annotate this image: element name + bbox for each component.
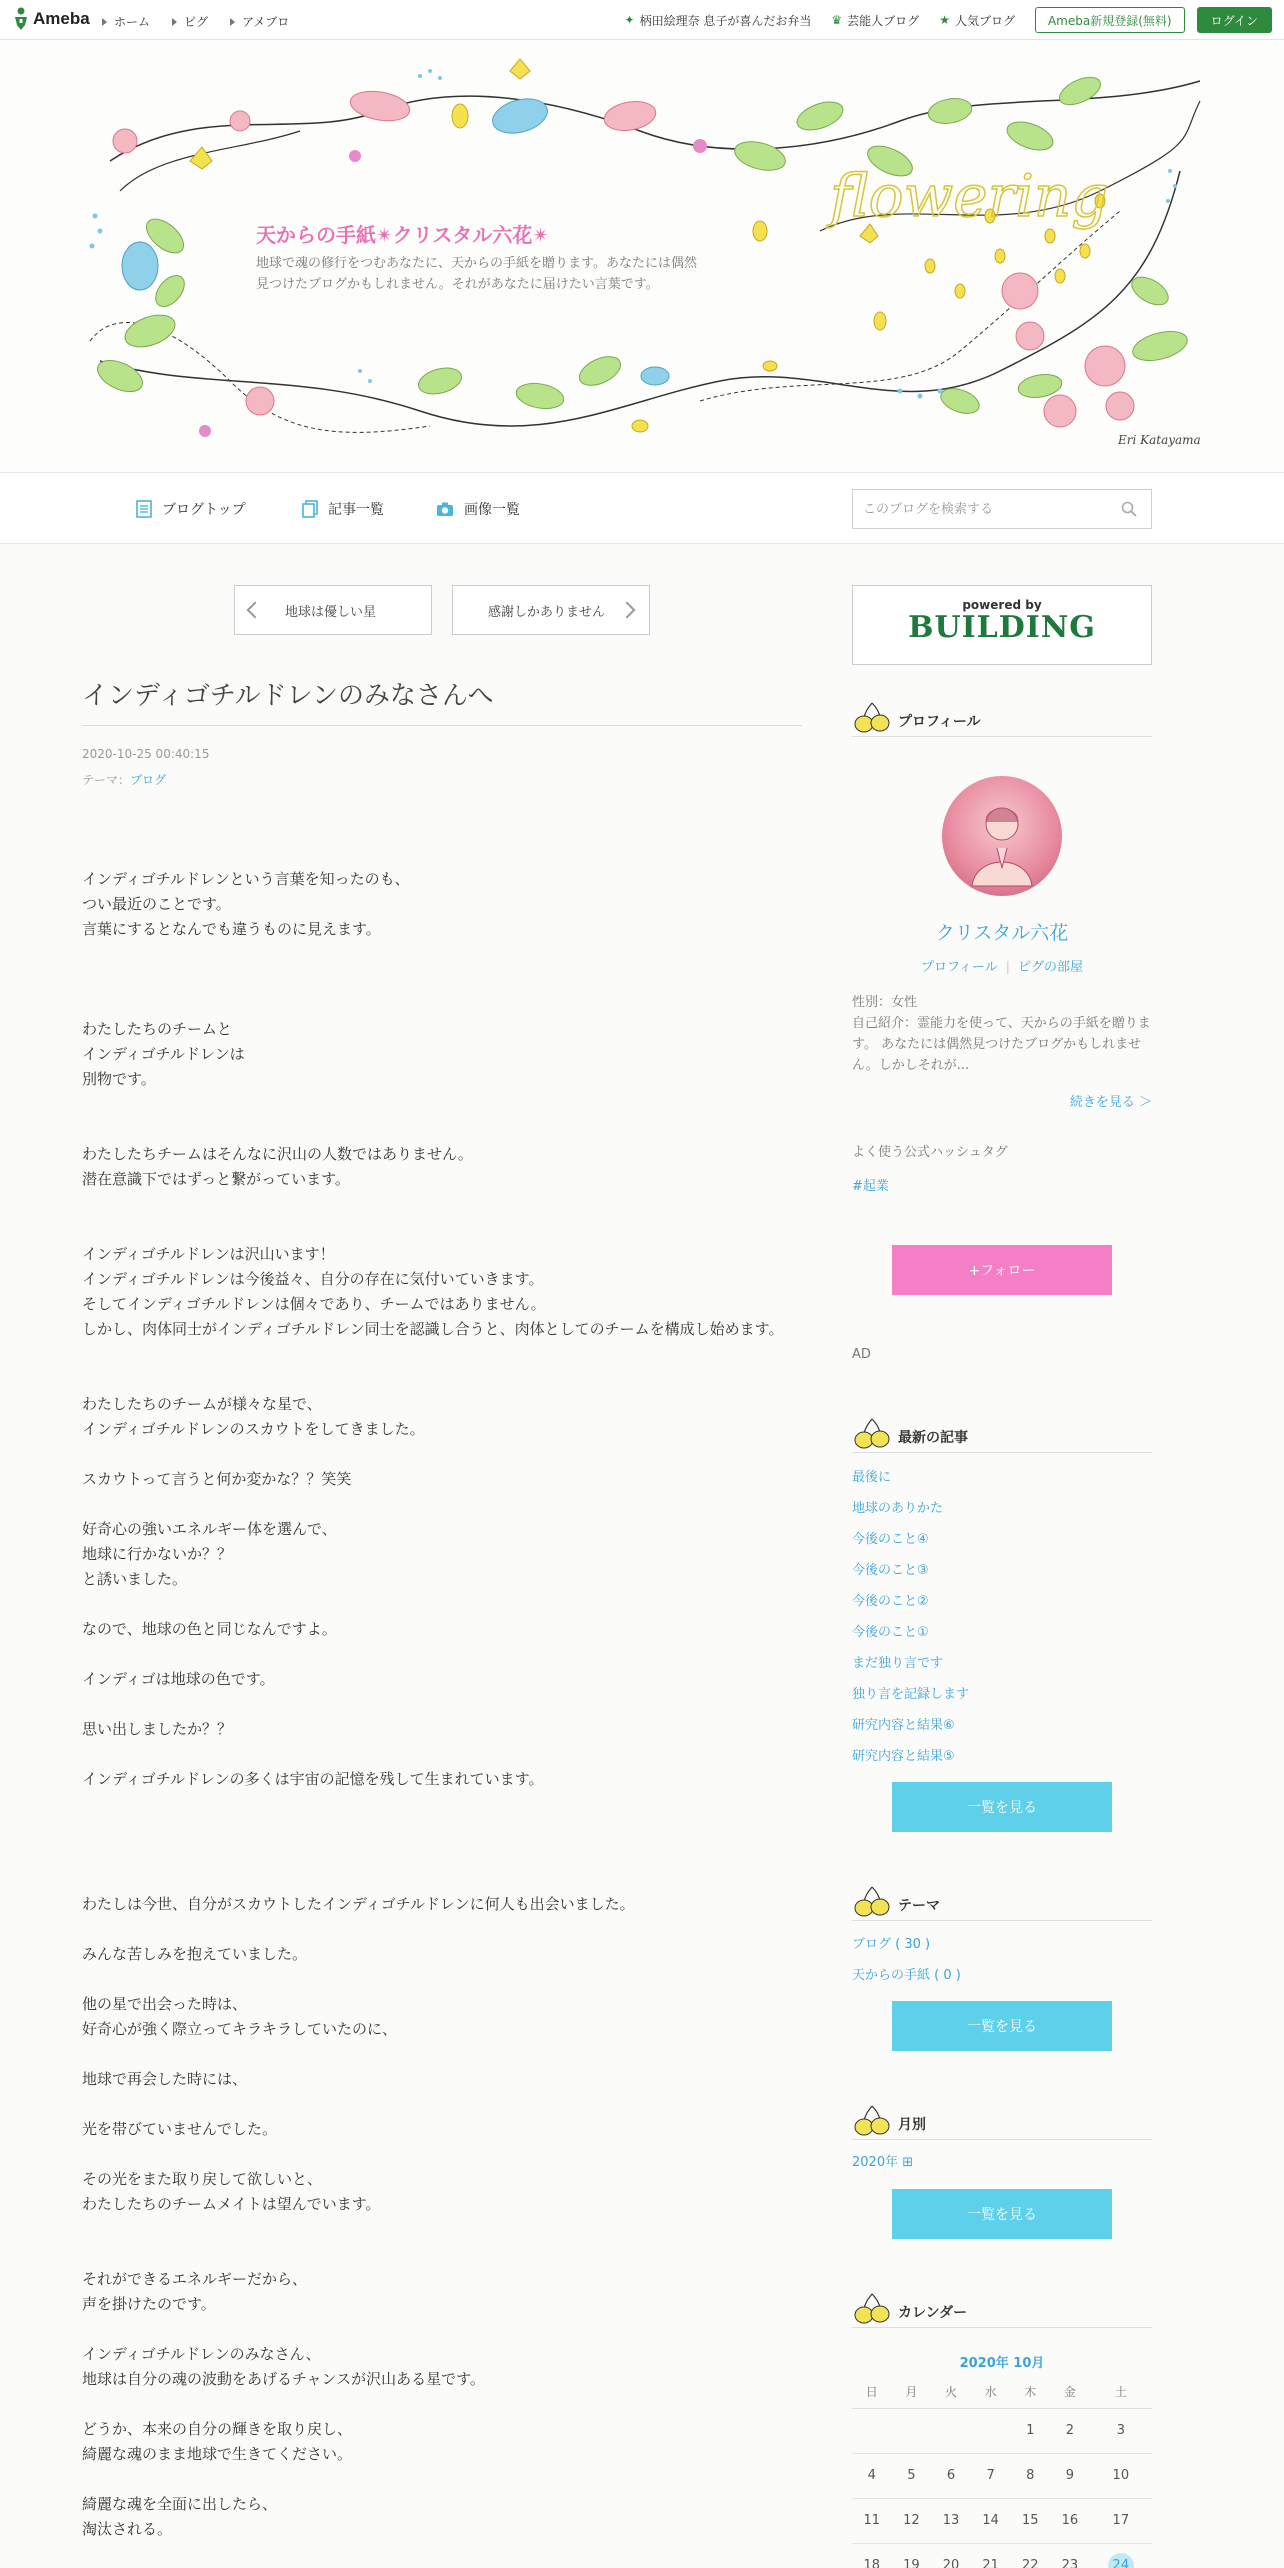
calendar-heading	[852, 2288, 1152, 2328]
entry-paragraph: つい最近のことです。	[82, 895, 231, 913]
recent-entry-link[interactable]: まだ独り言です	[852, 1656, 944, 1671]
global-nav-ameblo[interactable]	[230, 13, 289, 30]
entry-paragraph: わたしたちのチームメイトは望んでいます。	[82, 2195, 381, 2213]
ameba-logo-text: Ameba	[33, 9, 90, 28]
calendar-day[interactable]: 7	[971, 2453, 1011, 2498]
entry-paragraph: それができるエネルギーだから、	[82, 2270, 308, 2288]
recent-entry-link[interactable]: 今後のこと②	[852, 1594, 929, 1609]
entry-paragraph: インディゴチルドレンのみなさん、	[82, 2345, 321, 2363]
entry-paragraph: その光をまた取り戻して欲しいと、	[82, 2170, 323, 2188]
recent-entry-link[interactable]: 今後のこと④	[852, 1532, 929, 1547]
powered-by-label: powered by	[962, 598, 1042, 612]
calendar-month: 2020年 10月	[959, 2356, 1045, 2371]
profile-name[interactable]: クリスタル六花	[935, 922, 1069, 944]
calendar-week-row	[852, 2498, 1152, 2543]
caret-right-icon	[172, 18, 177, 26]
entry-paragraph	[82, 1792, 802, 1817]
blog-search	[852, 489, 1152, 529]
featured-blog-label: 柄田絵理奈 息子が喜んだお弁当	[639, 13, 812, 28]
calendar-weekday: 日	[852, 2376, 892, 2408]
nav-entry-list[interactable]	[302, 499, 384, 519]
entry-paragraph: 好奇心の強いエネルギー体を選んで、	[82, 1520, 337, 1538]
entry-paragraph	[82, 2242, 802, 2267]
entry-body	[82, 842, 802, 2542]
themes-heading	[852, 1881, 1152, 1921]
entry-paragraph	[82, 2042, 802, 2067]
calendar-day[interactable]: 20	[931, 2543, 971, 2568]
nav-blog-top[interactable]	[136, 499, 246, 519]
nav-label: 画像一覧	[464, 502, 520, 518]
entry-paragraph	[82, 2217, 802, 2242]
twin-cherry-icon	[852, 2100, 892, 2140]
recent-entries-heading	[852, 1413, 1152, 1453]
calendar-weekday: 水	[971, 2376, 1011, 2408]
calendar-day[interactable]: 21	[971, 2543, 1011, 2568]
illustrator-signature: Eri Katayama	[1118, 433, 1201, 447]
recent-entries-list	[852, 1468, 1152, 1778]
pigg-room-link[interactable]: ピグの部屋	[1018, 960, 1084, 975]
hashtag-link[interactable]: #起業	[852, 1179, 889, 1194]
recent-entry-link[interactable]: 研究内容と結果⑤	[852, 1749, 955, 1764]
entry-paragraph	[82, 1742, 802, 1767]
ameba-logo-icon	[12, 7, 30, 31]
celebrity-blog-label: 芸能人ブログ	[847, 13, 920, 28]
global-nav-home[interactable]	[102, 13, 150, 30]
register-button[interactable]: Ameba新規登録(無料)	[1035, 7, 1185, 33]
calendar-day	[892, 2408, 932, 2453]
calendar-day[interactable]: 16	[1050, 2498, 1090, 2543]
global-nav-label: ピグ	[184, 15, 209, 29]
entry-paragraph	[82, 1342, 802, 1367]
calendar-day[interactable]: 18	[852, 2543, 892, 2568]
calendar-day[interactable]: 14	[971, 2498, 1011, 2543]
entry-paragraph: 思い出しましたか？？	[82, 1720, 233, 1738]
blog-description-line: 見つけたブログかもしれません。それがあなたに届けたい言葉です。	[256, 277, 659, 292]
entry-paragraph	[82, 992, 802, 1017]
entry-paragraph	[82, 967, 802, 992]
powered-by-building-banner[interactable]	[852, 585, 1152, 665]
entry-paragraph	[82, 1117, 802, 1142]
login-button[interactable]: ログイン	[1197, 7, 1272, 33]
nav-image-list[interactable]	[436, 499, 520, 519]
calendar-weekday: 土	[1090, 2376, 1152, 2408]
calendar-day	[852, 2408, 892, 2453]
global-nav-label: アメブロ	[242, 15, 290, 29]
profile-self-intro: 自己紹介：霊能力を使って、天からの手紙を贈ります。 あなたには偶然見つけたブログかもしれません。しかしそれが...	[852, 1016, 1151, 1073]
document-icon	[136, 500, 152, 518]
calendar-day[interactable]: 13	[931, 2498, 971, 2543]
avatar-illustration	[942, 776, 1062, 896]
entry-paragraph: しかし、肉体同士がインディゴチルドレン同士を認識し合うと、肉体としてのチームを構成し始めます。	[82, 1320, 784, 1338]
calendar-weekday-row	[852, 2376, 1152, 2408]
entry-paragraph	[82, 2467, 802, 2492]
caret-right-icon	[230, 18, 235, 26]
profile-heading-label: プロフィール	[898, 714, 981, 730]
twin-cherry-icon	[852, 1413, 892, 1453]
link-separator: |	[1005, 960, 1011, 975]
entry-paragraph	[82, 2142, 802, 2167]
entry-paragraph	[82, 1842, 802, 1867]
calendar-day[interactable]: 12	[892, 2498, 932, 2543]
entry-paragraph: わたしは今世、自分がスカウトしたインディゴチルドレンに何人も出会いました。	[82, 1895, 635, 1913]
entry-paragraph: 綺麗な魂を全面に出したら、	[82, 2495, 278, 2513]
month-link[interactable]: 2020年 ⊞	[852, 2155, 914, 2170]
entry-paragraph: インディゴは地球の色です。	[82, 1670, 275, 1688]
entry-paragraph: わたしたちのチームと	[82, 1020, 233, 1038]
calendar-day[interactable]: 6	[931, 2453, 971, 2498]
entry-theme-label: テーマ：	[82, 773, 131, 787]
calendar-day[interactable]: 17	[1090, 2498, 1152, 2543]
caret-right-icon	[102, 18, 107, 26]
blog-title[interactable]: 天からの手紙✴︎クリスタル六花✴︎	[256, 223, 550, 247]
recent-entry-link[interactable]: 地球のありかた	[852, 1501, 944, 1516]
blog-header-banner	[0, 41, 1284, 471]
entry-paragraph	[82, 1592, 802, 1617]
entry-paragraph: インディゴチルドレンのスカウトをしてきました。	[82, 1420, 425, 1438]
calendar-week-row	[852, 2408, 1152, 2453]
blog-description-line: 地球で魂の修行をつむあなたに、天からの手紙を贈ります。あなたには偶然	[256, 256, 697, 271]
entry-paragraph	[82, 1192, 802, 1217]
entry-paragraph: インディゴチルドレンは今後益々、自分の存在に気付いていきます。	[82, 1270, 544, 1288]
entry-paragraph	[82, 2317, 802, 2342]
profile-intro	[852, 992, 1152, 1076]
twin-cherry-icon	[852, 1881, 892, 1921]
entry-paragraph	[82, 1492, 802, 1517]
recent-heading-label: 最新の記事	[898, 1430, 968, 1446]
calendar-table	[852, 2376, 1152, 2568]
calendar-heading-label: カレンダー	[898, 2305, 968, 2321]
recent-entry-link[interactable]: 独り言を記録します	[852, 1687, 970, 1702]
nav-label: 記事一覧	[328, 502, 384, 518]
calendar-day[interactable]: 5	[892, 2453, 932, 2498]
star-icon: ★	[939, 13, 950, 27]
calendar-day[interactable]: 9	[1050, 2453, 1090, 2498]
calendar-day[interactable]: 23	[1050, 2543, 1090, 2568]
calendar-weekday: 木	[1010, 2376, 1050, 2408]
recent-list-button[interactable]: 一覧を見る	[892, 1782, 1112, 1832]
twin-cherry-icon	[852, 2288, 892, 2328]
profile-gender: 性別：女性	[852, 995, 918, 1010]
calendar-day	[931, 2408, 971, 2453]
prev-entry-label: 地球は優しい星	[285, 604, 377, 620]
themes-list-button[interactable]: 一覧を見る	[892, 2001, 1112, 2051]
chevron-left-icon	[247, 602, 264, 619]
prev-entry-button[interactable]	[234, 585, 432, 635]
entry-paragraph	[82, 1967, 802, 1992]
entry-paragraph: 別物です。	[82, 1070, 156, 1088]
recent-entry-link[interactable]: 今後のこと①	[852, 1625, 929, 1640]
entry-paragraph: と誘いました。	[82, 1570, 188, 1588]
recent-entry-link[interactable]: 今後のこと③	[852, 1563, 929, 1578]
theme-link[interactable]: 天からの手紙 ( 0 )	[852, 1968, 961, 1983]
entry-title[interactable]: インディゴチルドレンのみなさんへ	[82, 681, 494, 711]
entry-paragraph	[82, 1817, 802, 1842]
chevron-right-icon	[619, 602, 636, 619]
header-right	[625, 7, 1272, 33]
entry-paragraph	[82, 1867, 802, 1892]
entry-paragraph	[82, 1442, 802, 1467]
calendar-day[interactable]: 19	[892, 2543, 932, 2568]
blog-nav	[0, 472, 1284, 544]
profile-link[interactable]: プロフィール	[920, 960, 998, 975]
calendar-day[interactable]: 8	[1010, 2453, 1050, 2498]
entry-paragraph: インディゴチルドレンという言葉を知ったのも、	[82, 870, 410, 888]
calendar-week-row	[852, 2543, 1152, 2568]
entry-paragraph	[82, 1092, 802, 1117]
building-logo-text: BUILDING	[908, 610, 1096, 645]
calendar-day[interactable]: 22	[1010, 2543, 1050, 2568]
calendar-day[interactable]: 15	[1010, 2498, 1050, 2543]
popular-blog-label: 人気ブログ	[954, 13, 1015, 28]
calendar-day[interactable]: 1	[1010, 2408, 1050, 2453]
entry-paragraph: インディゴチルドレンの多くは宇宙の記憶を残して生まれています。	[82, 1770, 544, 1788]
calendar-day[interactable]: 4	[852, 2453, 892, 2498]
calendar-day[interactable]: 11	[852, 2498, 892, 2543]
themes-heading-label: テーマ	[898, 1898, 940, 1914]
read-more-link[interactable]: 続きを見る ＞	[1069, 1095, 1152, 1110]
entry-paragraph	[82, 942, 802, 967]
entry-paragraph	[82, 842, 802, 867]
entry-paragraph: インディゴチルドレンは沢山います！	[82, 1245, 335, 1263]
follow-button[interactable]: +フォロー	[892, 1245, 1112, 1295]
calendar-day[interactable]: 10	[1090, 2453, 1152, 2498]
entry-paragraph: スカウトって言うと何か変かな？？笑笑	[82, 1470, 352, 1488]
global-nav-label: ホーム	[114, 15, 151, 29]
nav-label: ブログトップ	[162, 502, 246, 518]
monthly-heading	[852, 2100, 1152, 2140]
entry-theme-link[interactable]: ブログ	[130, 773, 167, 787]
entry-date: 2020-10-25 00:40:15	[82, 747, 210, 761]
calendar-weekday: 金	[1050, 2376, 1090, 2408]
entry-paragraph: 他の星で出会った時は、	[82, 1995, 248, 2013]
monthly-list	[852, 2153, 1152, 2184]
entry-paragraph: 淘汰される。	[82, 2520, 173, 2538]
hashtag-heading: よく使う公式ハッシュタグ	[852, 1145, 1008, 1160]
entry-paragraph: 地球は自分の魂の波動をあげるチャンスが沢山ある星です。	[82, 2370, 485, 2388]
entry-paragraph	[82, 1217, 802, 1242]
entry-paragraph: 地球に行かないか？？	[82, 1545, 233, 1563]
entry-paragraph: みんな苦しみを抱えていました。	[82, 1945, 308, 1963]
entry-paragraph: どうか、本来の自分の輝きを取り戻し、	[82, 2420, 353, 2438]
calendar-day[interactable]: 3	[1090, 2408, 1152, 2453]
calendar-today[interactable]: 24	[1108, 2553, 1134, 2568]
calendar-day	[971, 2408, 1011, 2453]
entry-paragraph: 言葉にするとなんでも違うものに見えます。	[82, 920, 381, 938]
calendar-week-row	[852, 2453, 1152, 2498]
recent-entry-link[interactable]: 最後に	[852, 1470, 892, 1485]
profile-avatar[interactable]	[942, 776, 1062, 896]
theme-link[interactable]: ブログ ( 30 )	[852, 1937, 931, 1952]
profile-heading	[852, 697, 1152, 737]
entry-paragraph	[82, 1367, 802, 1392]
entry-paragraph: 声を掛けたのです。	[82, 2295, 216, 2313]
ameba-logo[interactable]	[12, 7, 90, 31]
global-nav	[102, 13, 311, 30]
entry-paragraph: インディゴチルドレンは	[82, 1045, 245, 1063]
calendar-day[interactable]	[1090, 2543, 1152, 2568]
calendar-weekday: 月	[892, 2376, 932, 2408]
camera-icon	[436, 500, 454, 518]
entry-paragraph	[82, 2392, 802, 2417]
entry-paragraph: そしてインディゴチルドレンは個々であり、チームではありません。	[82, 1295, 546, 1313]
entry-paragraph: 地球で再会した時には、	[82, 2070, 248, 2088]
next-entry-label: 感謝しかありません	[488, 604, 606, 620]
recent-entry-link[interactable]: 研究内容と結果⑥	[852, 1718, 955, 1733]
calendar-day[interactable]: 2	[1050, 2408, 1090, 2453]
entry-theme	[82, 771, 166, 788]
twin-cherry-icon	[852, 697, 892, 737]
profile-links	[852, 956, 1152, 975]
ad-label: AD	[852, 1347, 871, 1362]
ameba-header	[0, 0, 1284, 40]
celebrity-blog-link[interactable]	[831, 12, 919, 29]
entry-paragraph	[82, 1692, 802, 1717]
flowering-lettering: flowering	[830, 162, 1109, 230]
featured-blog-link[interactable]	[625, 12, 812, 29]
themes-list	[852, 1935, 1152, 1997]
entry-paragraph: わたしたちチームはそんなに沢山の人数ではありません。	[82, 1145, 473, 1163]
entry-paragraph: 潜在意識下ではずっと繋がっています。	[82, 1170, 350, 1188]
entry-paragraph: わたしたちのチームが様々な星で、	[82, 1395, 322, 1413]
crown-icon: ♛	[831, 13, 843, 27]
monthly-list-button[interactable]: 一覧を見る	[892, 2189, 1112, 2239]
entry-paragraph: 綺麗な魂のまま地球で生きてください。	[82, 2445, 353, 2463]
title-divider	[82, 725, 802, 726]
entry-paragraph: なので、地球の色と同じなんですよ。	[82, 1620, 337, 1638]
popular-blog-link[interactable]	[939, 12, 1015, 29]
search-icon[interactable]	[1121, 501, 1137, 517]
calendar-weekday: 火	[931, 2376, 971, 2408]
monthly-heading-label: 月別	[898, 2117, 926, 2133]
diamond-icon: ✦	[624, 13, 635, 27]
entry-paragraph: 光を帯びていませんでした。	[82, 2120, 278, 2138]
next-entry-button[interactable]	[452, 585, 650, 635]
entry-paragraph: 好奇心が強く際立ってキラキラしていたのに、	[82, 2020, 398, 2038]
entry-paragraph	[82, 2092, 802, 2117]
entry-paragraph	[82, 1917, 802, 1942]
copy-icon	[302, 500, 318, 518]
blog-description	[256, 253, 756, 295]
entry-paragraph	[82, 1642, 802, 1667]
blog-search-input[interactable]	[853, 491, 1103, 527]
global-nav-pigg[interactable]	[172, 13, 208, 30]
